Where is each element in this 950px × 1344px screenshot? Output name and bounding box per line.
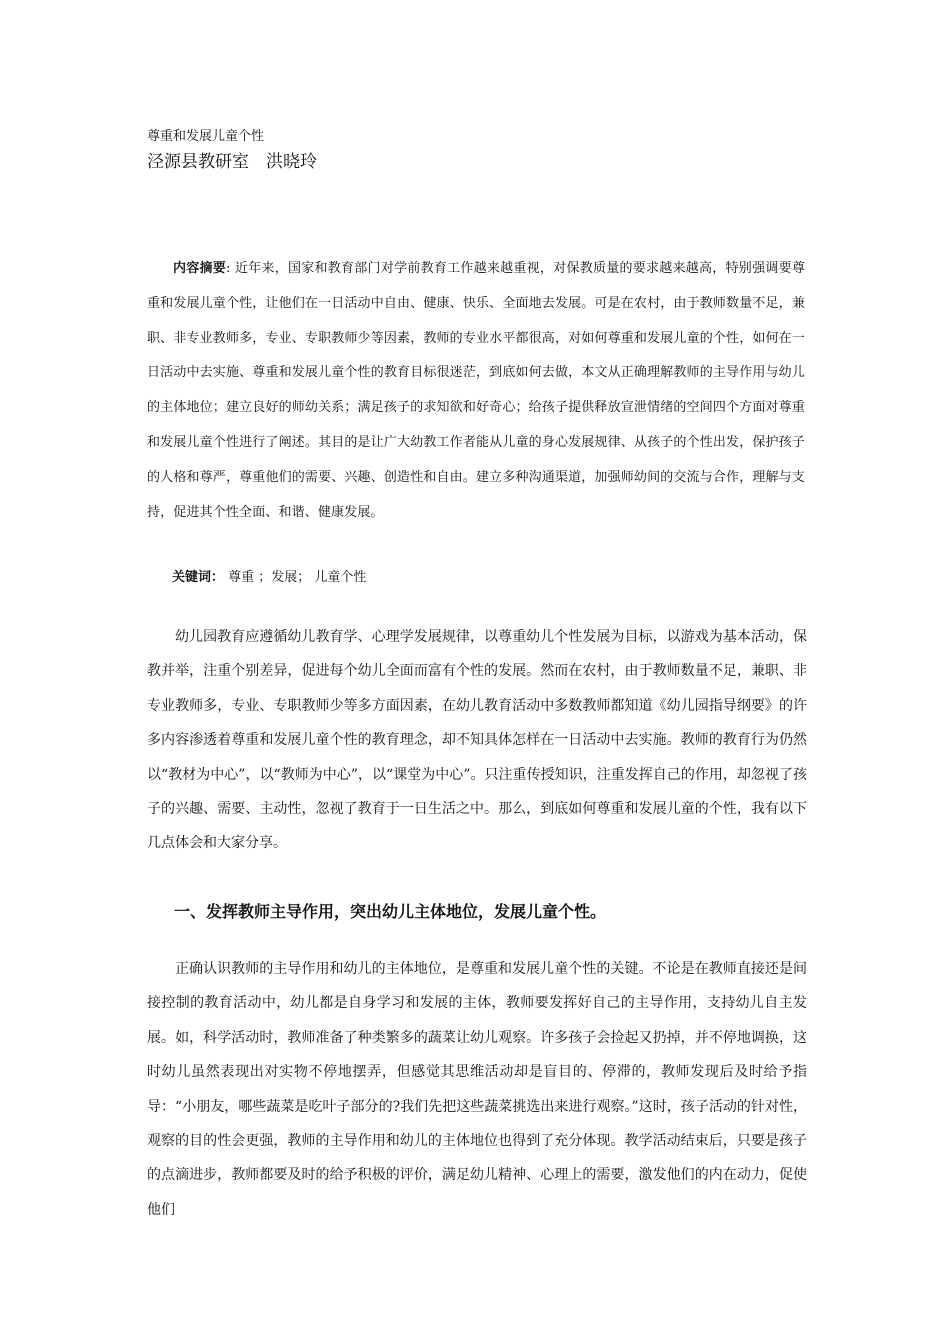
keywords-text: 尊重 ；发展； 儿童个性: [228, 570, 367, 585]
keywords-line: [172, 566, 366, 590]
body-paragraph-2: 正确认识教师的主导作用和幼儿的主体地位，是尊重和发展儿童个性的关键。不论是在教师直接还是间接控制的教育活动中，幼儿都是自身学习和发展的主体，教师要发挥好自己的主导作用，支持幼儿自主发展。如，科学活动时，教师准备了种类繁多的蔬菜让幼儿观察。许多孩子会捡起又扔掉，并不停地调换，这时幼儿虽然表现出对实物不停地摆弄，但感觉其思维活动却是盲目的、停滞的，教师发现后及时给予指导：“小朋友，哪些蔬菜是吃叶子部分的?我们先把这些蔬菜挑选出来进行观察。”这时，孩子活动的针对性，观察的目的性会更强，教师的主导作用和幼儿的主体地位也得到了充分体现。教学活动结束后，只要是孩子的点滴进步，教师都要及时的给予积极的评价，满足幼儿精神、心理上的需要，激发他们的内在动力，促使他们: [147, 961, 807, 1218]
body-paragraph-1: 幼儿园教育应遵循幼儿教育学、心理学发展规律，以尊重幼儿个性发展为目标，以游戏为基本活动，保教并举，注重个别差异，促进每个幼儿全面而富有个性的发展。然而在农村，由于教师数量不足，兼职、非专业教师多，专业、专职教师少等多方面因素，在幼儿教育活动中多数教师都知道《幼儿园指导纲要》的许多内容渗透着尊重和发展儿童个性的教育理念，却不知具体怎样在一日活动中去实施。教师的教育行为仍然以“教材为中心”，以“教师为中心”，以“课堂为中心”。只注重传授知识，注重发挥自己的作用，却忽视了孩子的兴趣、需要、主动性，忽视了教育于一日生活之中。那么，到底如何尊重和发展儿童的个性，我有以下几点体会和大家分享。: [147, 629, 807, 852]
abstract-block: [147, 252, 805, 530]
document-title: 尊重和发展儿童个性: [147, 129, 265, 144]
section-heading-1: 一、发挥教师主导作用，突出幼儿主体地位，发展儿童个性。: [174, 902, 607, 921]
keywords-label: 关键词：: [172, 570, 225, 585]
author-line: 泾源县教研室 洪晓玲: [147, 152, 317, 172]
abstract-label: 内容摘要: [173, 261, 227, 276]
abstract-text: : 近年来，国家和教育部门对学前教育工作越来越重视，对保教质量的要求越来越高，特别强调要尊重和发展儿童个性，让他们在一日活动中自由、健康、快乐、全面地去发展。可是在农村，由于教师数量不足，兼职、非专业教师多，专业、专职教师少等因素，教师的专业水平都很高，对如何尊重和发展儿童的个性，如何在一日活动中去实施、尊重和发展儿童个性的教育目标很迷茫，到底如何去做，本文从正确理解教师的主导作用与幼儿的主体地位；建立良好的师幼关系；满足孩子的求知欲和好奇心；给孩子提供释放宣泄情绪的空间四个方面对尊重和发展儿童个性进行了阐述。其目的是让广大幼教工作者能从儿童的身心发展规律、从孩子的个性出发，保护孩子的人格和尊严，尊重他们的需要、兴趣、创造性和自由。建立多种沟通渠道，加强师幼间的交流与合作，理解与支持，促进其个性全面、和谐、健康发展。: [147, 261, 805, 520]
